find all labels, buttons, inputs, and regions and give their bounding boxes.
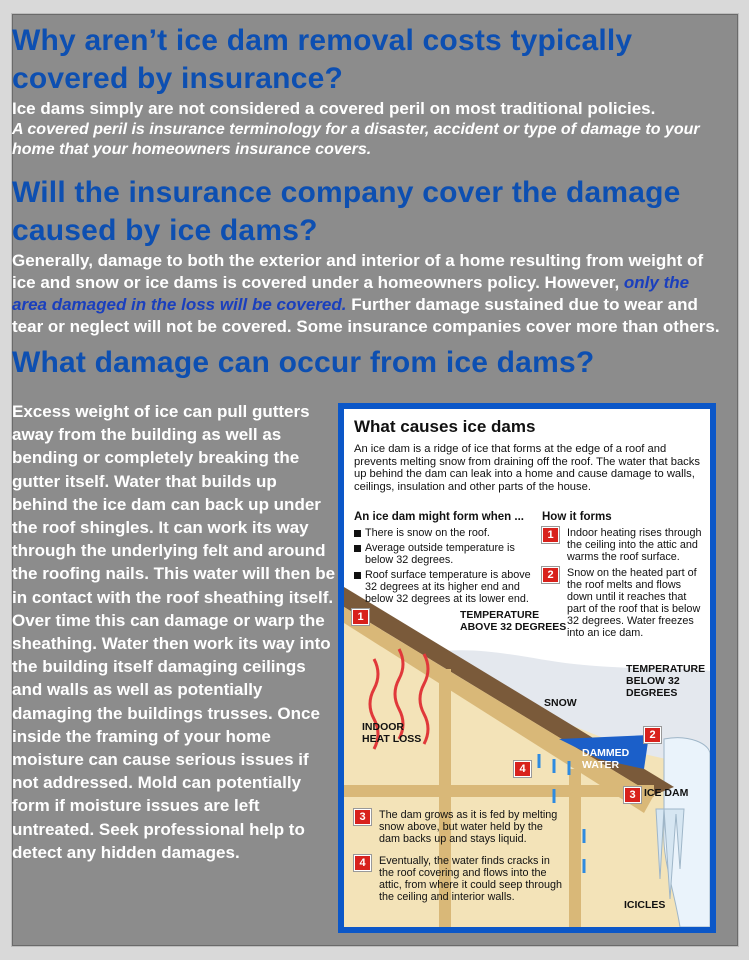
bullet-icon xyxy=(354,572,361,579)
article xyxy=(12,22,727,382)
how-heading: How it forms xyxy=(542,511,612,523)
callout-4: 4 xyxy=(514,761,531,777)
callout-1: 1 xyxy=(352,609,369,625)
damage-body: Excess weight of ice can pull gutters away from the building as well as bending or completely breaking the gutter itself. Water that builds up behind the ice dam can back up under the roof shingles. It can work its way through the underlying felt and around the roofing nails. This water will then be in contact with the roof sheathing itself. Over time this can damage or warp the sheathing. Water then work its way into the building itself damaging ceilings and walls as well as potentially damaging the buildings trusses. Once inside the framing of your home moisture can cause serious issues if not addressed. Mold can potentially form if moisture issues are left untreated. Seek professional help to detect any hidden damages. xyxy=(12,402,336,862)
bullet-icon xyxy=(354,545,361,552)
callout-2: 2 xyxy=(644,727,661,743)
label-ice-dam: ICE DAM xyxy=(644,787,689,799)
coverage-text-start: Generally, damage to both the exterior and interior of a home resulting from weight of ice and snow or ice dams is covered under a homeowners policy. However, xyxy=(12,251,704,292)
form-conditions-list xyxy=(354,527,534,608)
label-temp-below: TEMPERATURE BELOW 32 DEGREES xyxy=(626,663,706,699)
form-heading: An ice dam might form when ... xyxy=(354,511,524,523)
peril-definition: A covered peril is insurance terminology for a disaster, accident or type of damage to your home that your homeowners insurance covers. xyxy=(12,121,700,158)
step-badge: 3 xyxy=(354,809,371,825)
list-item: There is snow on the roof. xyxy=(354,527,534,539)
ice-dam-infographic xyxy=(338,403,716,933)
list-item: 1 Indoor heating rises through the ceiling into the attic and warms the roof surface. xyxy=(542,527,707,563)
list-item: 3 The dam grows as it is fed by melting snow above, but water held by the dam backs up and stays liquid. xyxy=(354,809,564,845)
coverage-highlight: only the area damaged in the loss will be covered. xyxy=(12,273,690,314)
heading-damage-types: What damage can occur from ice dams? xyxy=(12,346,595,379)
peril-statement: Ice dams simply are not considered a covered peril on most traditional policies. xyxy=(12,99,656,118)
label-icicles: ICICLES xyxy=(624,899,666,911)
heading-damage-coverage: Will the insurance company cover the damage caused by ice dams? xyxy=(12,176,681,247)
bullet-icon xyxy=(354,530,361,537)
how-steps-continued xyxy=(354,809,564,913)
infographic-panel xyxy=(344,409,710,927)
list-item: Average outside temperature is below 32 degrees. xyxy=(354,542,534,566)
infographic-title: What causes ice dams xyxy=(354,417,536,436)
step-badge: 1 xyxy=(542,527,559,543)
label-temp-above: TEMPERATURE ABOVE 32 DEGREES xyxy=(460,609,567,633)
coverage-paragraph xyxy=(12,250,727,338)
label-indoor-heat: INDOOR HEAT LOSS xyxy=(362,721,422,745)
label-snow: SNOW xyxy=(544,697,577,709)
infographic-intro: An ice dam is a ridge of ice that forms at the edge of a roof and prevents melting snow from draining off the roof. The water that backs up behind the dam can leak into a home and cause damage to walls, ceilings, insulation and other parts of the house. xyxy=(354,443,700,493)
list-item: 4 Eventually, the water finds cracks in the roof covering and flows into the attic, from where it could seep through the ceiling and interior walls. xyxy=(354,855,564,903)
label-dammed-water: DAMMED WATER xyxy=(582,747,630,771)
ceiling-joist xyxy=(344,785,654,797)
callout-3: 3 xyxy=(624,787,641,803)
coverage-text-end: Further damage sustained due to wear and tear or neglect will not be covered. Some insurance companies cover more than others. xyxy=(12,295,720,336)
step-badge: 2 xyxy=(542,567,559,583)
heading-insurance-costs: Why aren’t ice dam removal costs typically covered by insurance? xyxy=(12,24,633,95)
list-item: 2 Snow on the heated part of the roof melts and flows down until it reaches that part of the roof that is below 32 degrees. Water freezes into an ice dam. xyxy=(542,567,707,639)
step-badge: 4 xyxy=(354,855,371,871)
list-item: Roof surface temperature is above 32 degrees at its higher end and below 32 degrees at its lower end. xyxy=(354,569,534,605)
